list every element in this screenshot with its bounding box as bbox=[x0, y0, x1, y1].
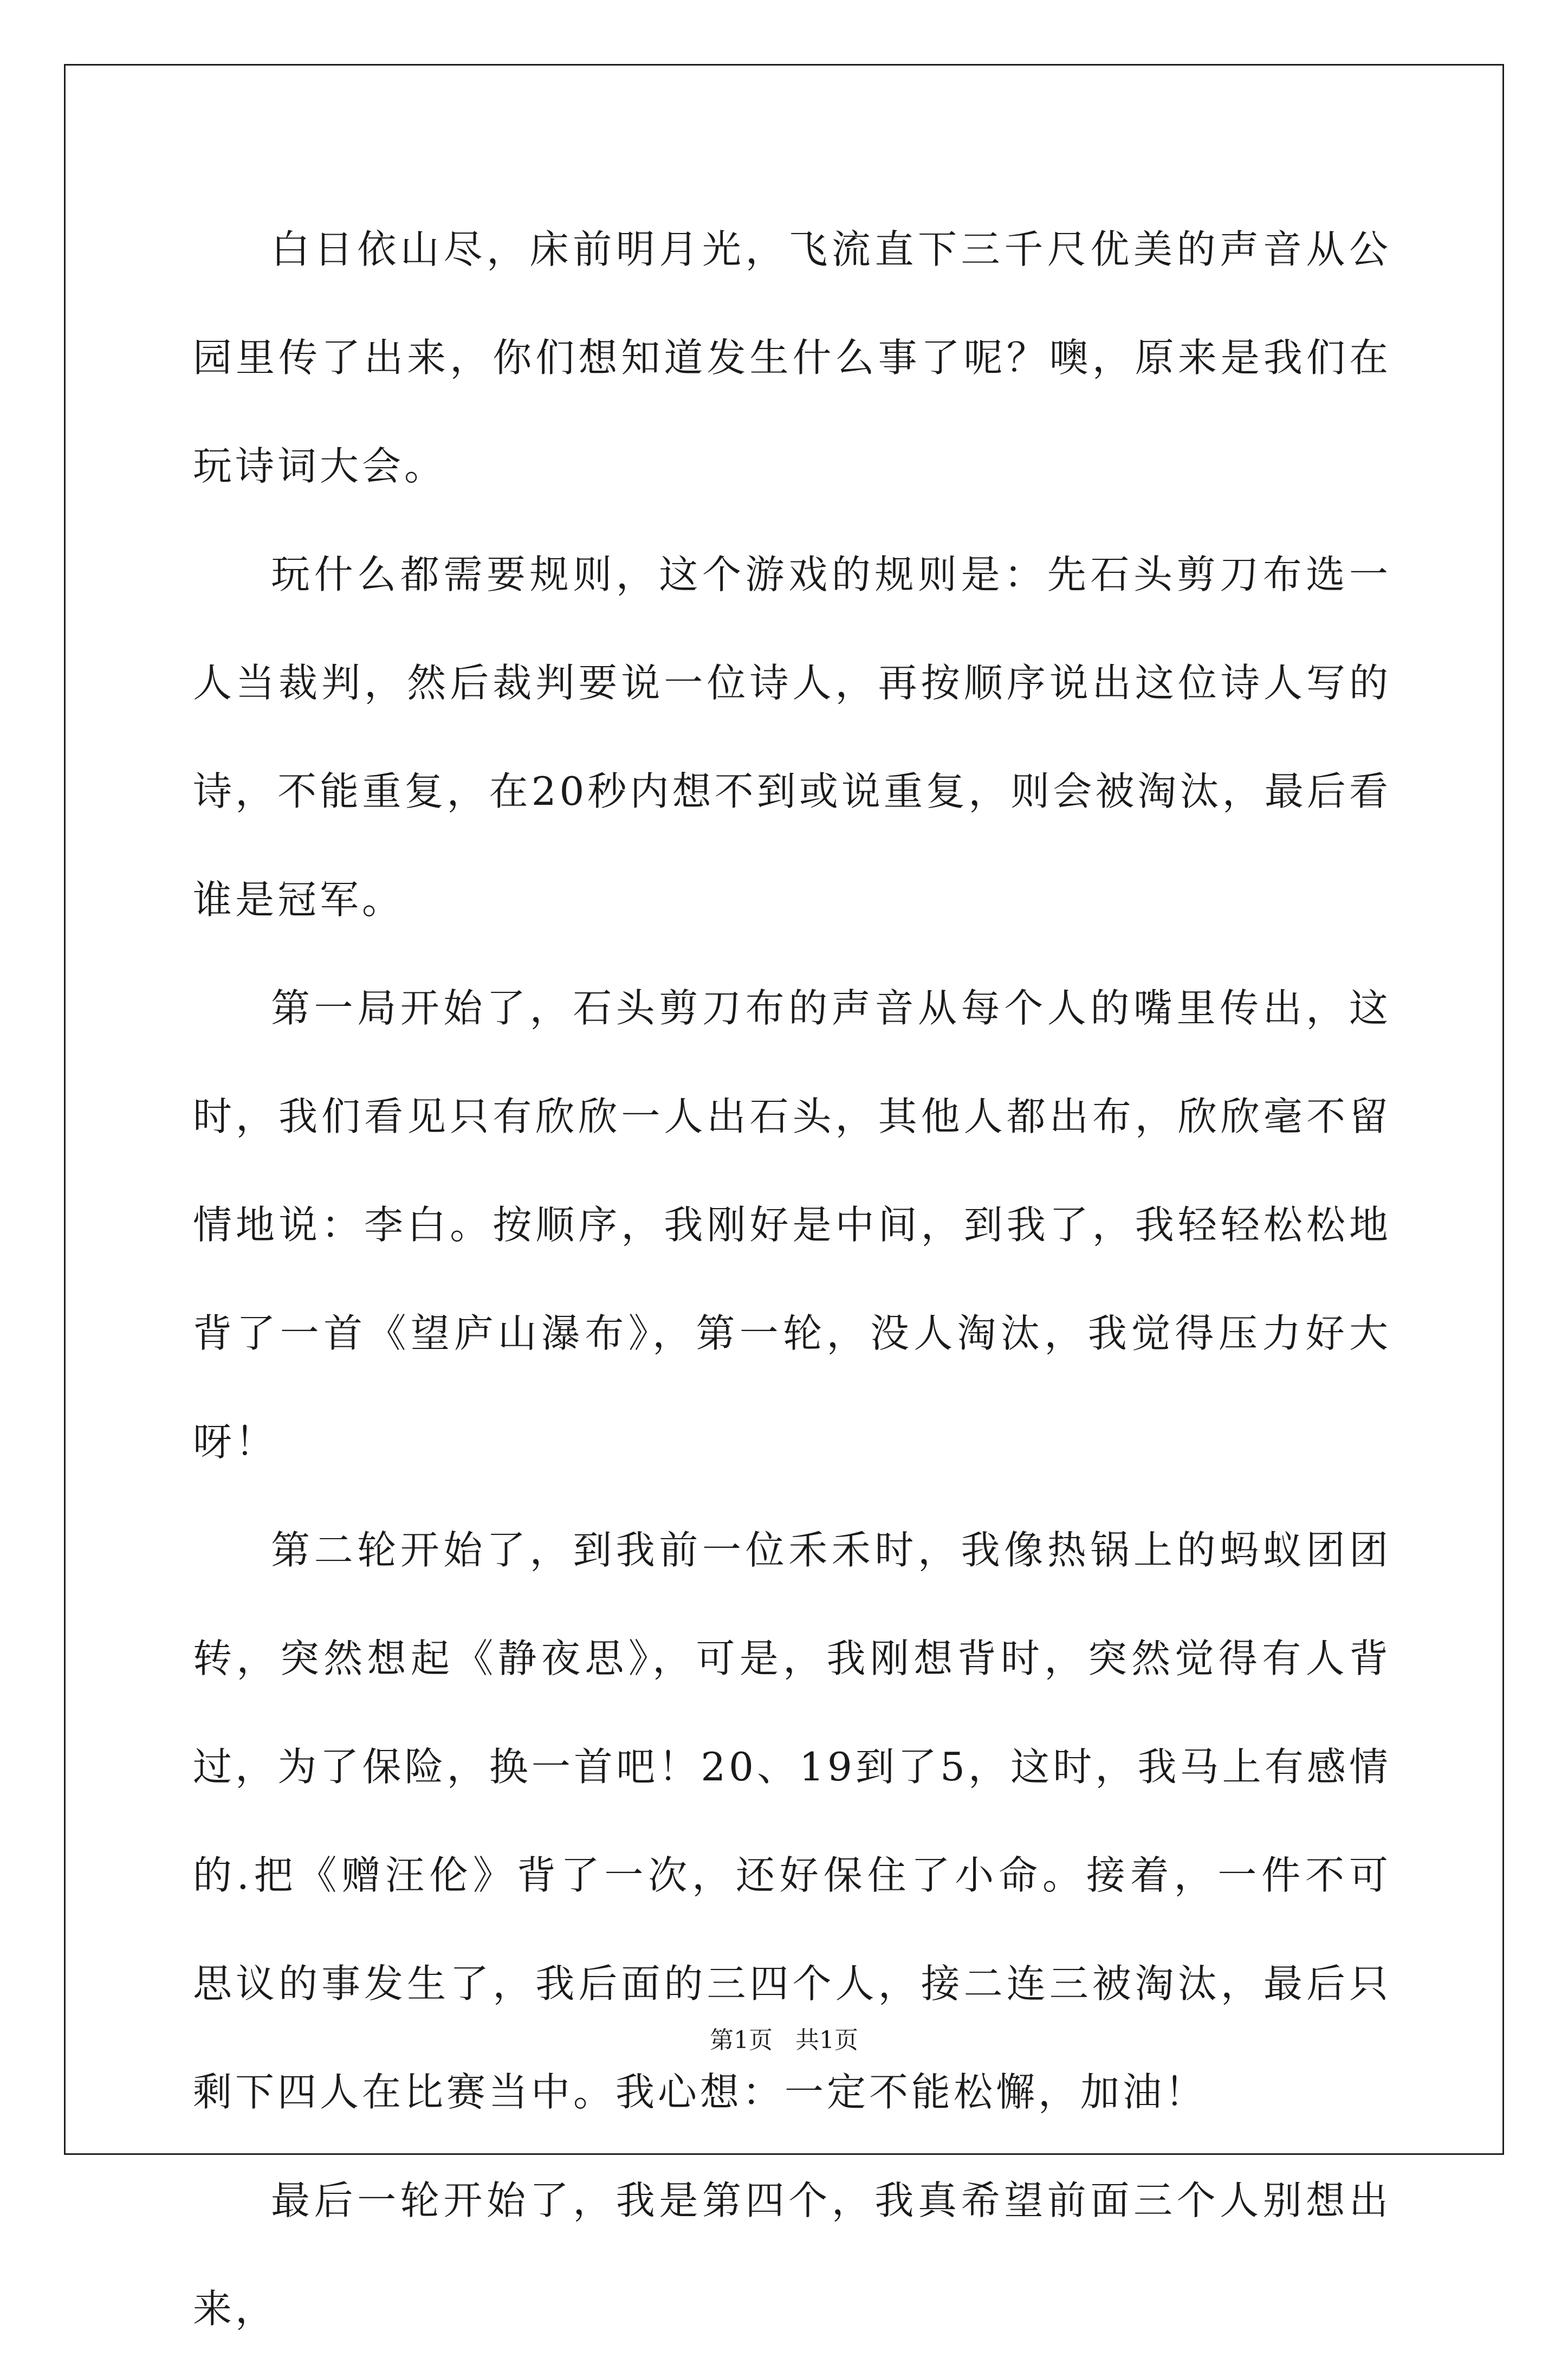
paragraph-5: 最后一轮开始了，我是第四个，我真希望前面三个人别想出来， bbox=[193, 2178, 1391, 2332]
page-footer: 第1页 共1页 bbox=[710, 2026, 858, 2054]
paragraph-4: 第二轮开始了，到我前一位禾禾时，我像热锅上的蚂蚁团团转，突然想起《静夜思》，可是，我刚想背时，突然觉得有人背过，为了保险，换一首吧！20、19到了5，这时，我马上有感情的.把《赠汪伦》背了一次，还好保住了小命。接着，一件不可思议的事发生了，我后面的三四个人，接二连三被淘汰，最后只剩下四人在比赛当中。我心想：一定不能松懈，加油！ bbox=[193, 1527, 1391, 2115]
paragraph-2: 玩什么都需要规则，这个游戏的规则是：先石头剪刀布选一人当裁判，然后裁判要说一位诗人，再按顺序说出这位诗人写的诗，不能重复，在20秒内想不到或说重复，则会被淘汰，最后看谁是冠军。 bbox=[193, 552, 1391, 922]
paragraph-3: 第一局开始了，石头剪刀布的声音从每个人的嘴里传出，这时，我们看见只有欣欣一人出石头，其他人都出布，欣欣毫不留情地说：李白。按顺序，我刚好是中间，到我了，我轻轻松松地背了一首《望庐山瀑布》，第一轮，没人淘汰，我觉得压力好大呀！ bbox=[193, 985, 1391, 1464]
paragraph-1: 白日依山尽，床前明月光，飞流直下三千尺优美的声音从公园里传了出来，你们想知道发生什么事了呢？噢，原来是我们在玩诗词大会。 bbox=[193, 227, 1391, 489]
